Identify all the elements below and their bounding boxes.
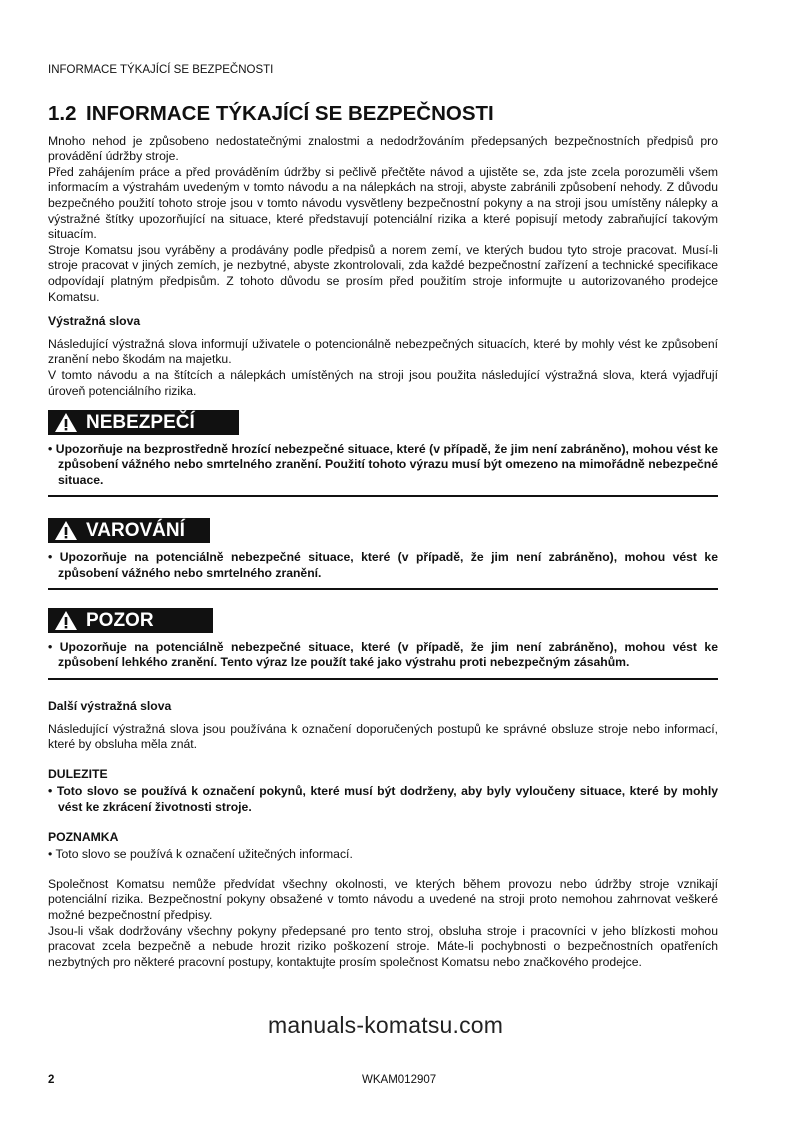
document-code: WKAM012907: [362, 1074, 437, 1086]
intro-text: [48, 134, 718, 306]
paragraph: Následující výstražná slova informují uživatele o potencionálně nebezpečných situacích, které by mohly vést ke způsobení zranění nebo škodám na majetku.: [48, 336, 718, 367]
divider: [48, 588, 718, 590]
caution-label-text: POZOR: [86, 610, 154, 632]
warning-description: • Upozorňuje na potenciálně nebezpečné situace, které (v případě, že jim není zabráněno), mohou vést ke způsobení vážného nebo smrtelného zranění.: [48, 550, 718, 580]
other-words-heading: Další výstražná slova: [48, 699, 172, 714]
other-words-text: Následující výstražná slova jsou používána k označení doporučených postupů ke správné obsluze stroje nebo informací, které by obsluha měla znát.: [48, 721, 718, 752]
warning-words-text: [48, 337, 718, 399]
closing-text: [48, 877, 718, 971]
danger-description: • Upozorňuje na bezprostředně hrozící nebezpečné situace, které (v případě, že jim není zabráněno), mohou vést ke způsobení vážného nebo smrtelného zranění. Použití tohoto výrazu musí být omezeno na mimořádně nebezpečné situace.: [48, 441, 718, 487]
caution-text: Upozorňuje na potenciálně nebezpečné situace, které (v případě, že jim není zabráněno), mohou vést ke způsobení lehkého zranění. Tento výraz lze použít také jako výstrahu proti nebezpečným zásahům.: [58, 639, 718, 670]
divider: [48, 678, 718, 680]
paragraph: Mnoho nehod je způsobeno nedostatečnými znalostmi a nedodržováním předepsaných bezpečnostních předpisů pro provádění údržby stroje.: [48, 133, 718, 164]
important-heading: DULEZITE: [48, 766, 108, 781]
danger-block: [48, 410, 718, 497]
warning-triangle-icon: [54, 520, 78, 541]
danger-label-text: NEBEZPEČÍ: [86, 412, 195, 434]
paragraph: Společnost Komatsu nemůže předvídat všechny okolnosti, ve kterých během provozu nebo údržby stroje vznikají potenciální rizika. Bezpečnostní pokyny obsažené v tomto návodu a uvedené na stroji proto nemohou zahrnovat veškeré možné bezpečnostní předpisy.: [48, 876, 718, 922]
note-description: • Toto slovo se používá k označení užitečných informací.: [48, 847, 353, 862]
section-number: 1.2: [48, 101, 77, 125]
divider: [48, 495, 718, 497]
important-text: Toto slovo se používá k označení pokynů, které musí být dodrženy, aby byly vyloučeny situace, které by mohly vést ke zkrácení životnosti stroje.: [56, 784, 718, 814]
warning-words-heading: Výstražná slova: [48, 314, 141, 329]
danger-text: Upozorňuje na bezprostředně hrozící nebezpečné situace, které (v případě, že jim není zabráněno), mohou vést ke způsobení vážného nebo smrtelného zranění. Použití tohoto výrazu musí být omezeno na mimořádně nebezpečné situace.: [55, 441, 718, 487]
caution-description: • Upozorňuje na potenciálně nebezpečné situace, které (v případě, že jim není zabráněno), mohou vést ke způsobení lehkého zranění. Tento výraz lze použít také jako výstrahu proti nebezpečným zásahům.: [48, 639, 718, 670]
watermark: manuals-komatsu.com: [268, 1012, 504, 1038]
danger-label: [48, 410, 239, 435]
paragraph: Před zahájením práce a před prováděním údržby si pečlivě přečtěte návod a ujistěte se, zda jste zcela porozuměli všem informacím a výstrahám uvedeným v tomto návodu a na nálepkách na stroji, abyste zabránili způsobení nehody. Z důvodu bezpečného použití tohoto stroje jsou v tomto návodu vysvětleny bezpečnostní pokyny a na stroji jsou umístěny nálepky a výstražné štítky upozorňující na situace, které představují potenciální rizika a které popisují metody zabraňující takovým situacím.: [48, 164, 718, 242]
warning-label: [48, 518, 210, 543]
warning-triangle-icon: [54, 412, 78, 433]
caution-block: [48, 608, 718, 680]
paragraph: Stroje Komatsu jsou vyráběny a prodávány podle předpisů a norem zemí, ve kterých budou tyto stroje pracovat. Musí-li stroje pracovat v jiných zemích, je nezbytné, abyste zkontrolovali, zda každé bezpečnostní zařízení a technické specifikace odpovídají platným předpisům. Z tohoto důvodu se prosím před použitím stroje informujte u autorizovaného prodejce Komatsu.: [48, 242, 718, 304]
paragraph: Jsou-li však dodržovány všechny pokyny předepsané pro tento stroj, obsluha stroje i pracovníci v jeho blízkosti mohou pracovat zcela bezpečně a nebude hrozit riziko poškození stroje. Máte-li pochybnosti o bezpečnostních opatřeních nezbytných pro některé pracovní postupy, kontaktujte prosím společnost Komatsu nebo značkového prodejce.: [48, 923, 718, 969]
note-text: Toto slovo se používá k označení užitečných informací.: [55, 847, 353, 862]
note-heading: POZNAMKA: [48, 829, 119, 844]
running-header: INFORMACE TÝKAJÍCÍ SE BEZPEČNOSTI: [48, 64, 274, 76]
caution-label: [48, 608, 213, 633]
paragraph: V tomto návodu a na štítcích a nálepkách umístěných na stroji jsou použita následující výstražná slova, která vyjadřují úroveň potenciálního rizika.: [48, 367, 718, 398]
warning-triangle-icon: [54, 610, 78, 631]
section-title: INFORMACE TÝKAJÍCÍ SE BEZPEČNOSTI: [86, 101, 494, 125]
page-title: [48, 101, 718, 127]
page-number: 2: [48, 1074, 55, 1086]
warning-block: [48, 518, 718, 590]
important-description: • Toto slovo se používá k označení pokynů, které musí být dodrženy, aby byly vyloučeny situace, které by mohly vést ke zkrácení životnosti stroje.: [48, 784, 718, 814]
warning-label-text: VAROVÁNÍ: [86, 520, 185, 542]
page-content: [48, 63, 718, 970]
warning-text: Upozorňuje na potenciálně nebezpečné situace, které (v případě, že jim není zabráněno), mohou vést ke způsobení vážného nebo smrtelného zranění.: [58, 550, 718, 580]
